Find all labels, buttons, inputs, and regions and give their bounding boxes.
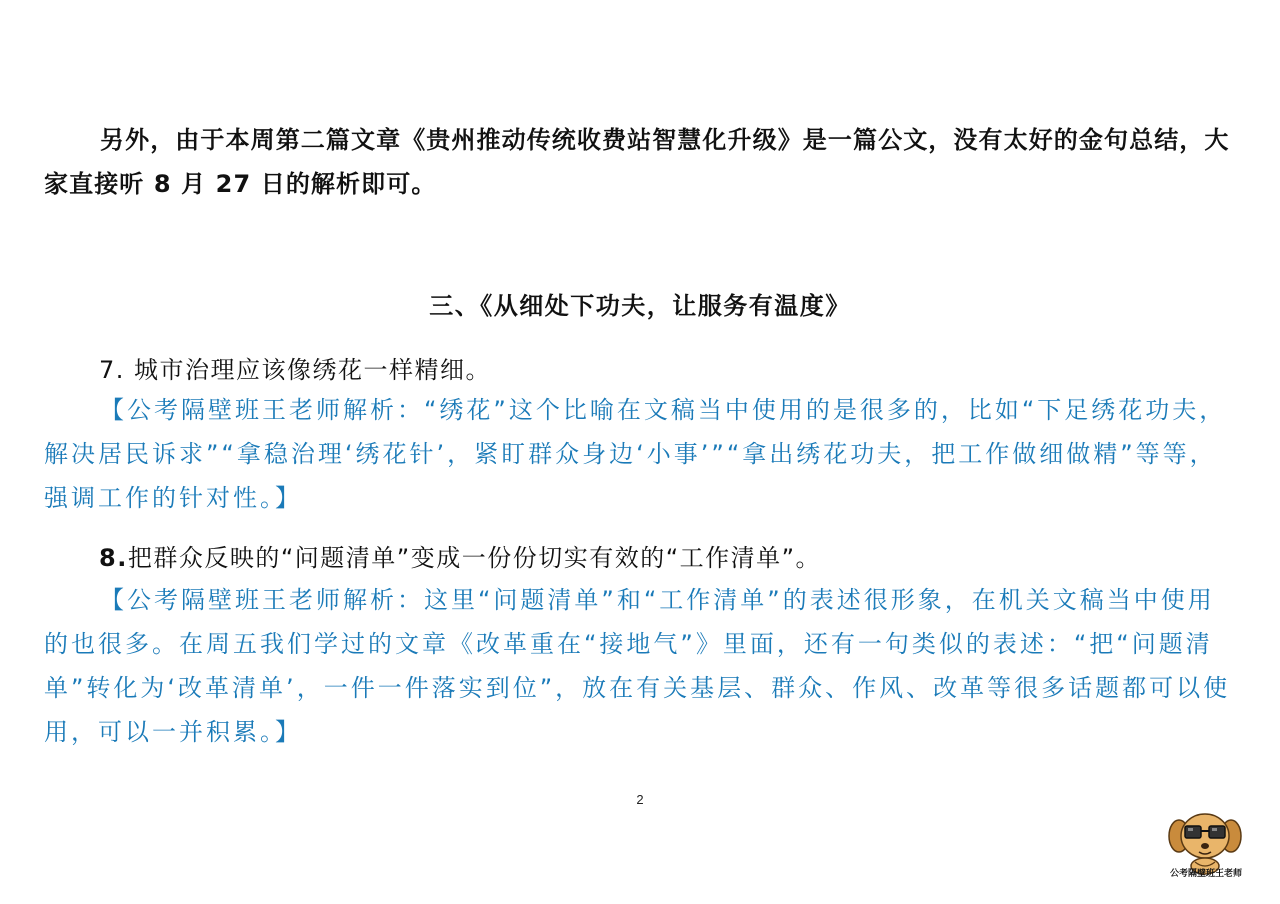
item-8-heading bbox=[99, 538, 821, 578]
item-8-text: 把群众反映的“问题清单”变成一份份切实有效的“工作清单”。 bbox=[127, 544, 822, 572]
item-8-number: 8. bbox=[99, 544, 128, 572]
item-7-number: 7. bbox=[99, 356, 125, 384]
item-8-analysis: 【公考隔壁班王老师解析：这里“问题清单”和“工作清单”的表述很形象，在机关文稿当中使用的也很多。在周五我们学过的文章《改革重在“接地气”》里面，还有一句类似的表述：“把“问题清单”转化为‘改革清单’，一件一件落实到位”，放在有关基层、群众、作风、改革等很多话题都可以使用，可以一并积累。】 bbox=[44, 586, 1231, 746]
item-7-analysis: 【公考隔壁班王老师解析：“绣花”这个比喻在文稿当中使用的是很多的，比如“下足绣花功夫，解决居民诉求”“拿稳治理‘绣花针’，紧盯群众身边‘小事’”“拿出绣花功夫，把工作做细做精”等等，强调工作的针对性。】 bbox=[44, 396, 1227, 512]
item-7-text: 城市治理应该像绣花一样精细。 bbox=[134, 356, 492, 384]
cartoon-dog-with-glasses-icon bbox=[1165, 806, 1245, 898]
item-7-heading bbox=[99, 350, 491, 390]
section-title: 三、《从细处下功夫，让服务有温度》 bbox=[429, 292, 851, 320]
page-number: 2 bbox=[636, 792, 644, 807]
logo-caption: 公考隔壁班王老师 bbox=[1169, 869, 1242, 879]
intro-paragraph: 另外，由于本周第二篇文章《贵州推动传统收费站智慧化升级》是一篇公文，没有太好的金句总结，大家直接听 8 月 27 日的解析即可。 bbox=[44, 126, 1230, 198]
